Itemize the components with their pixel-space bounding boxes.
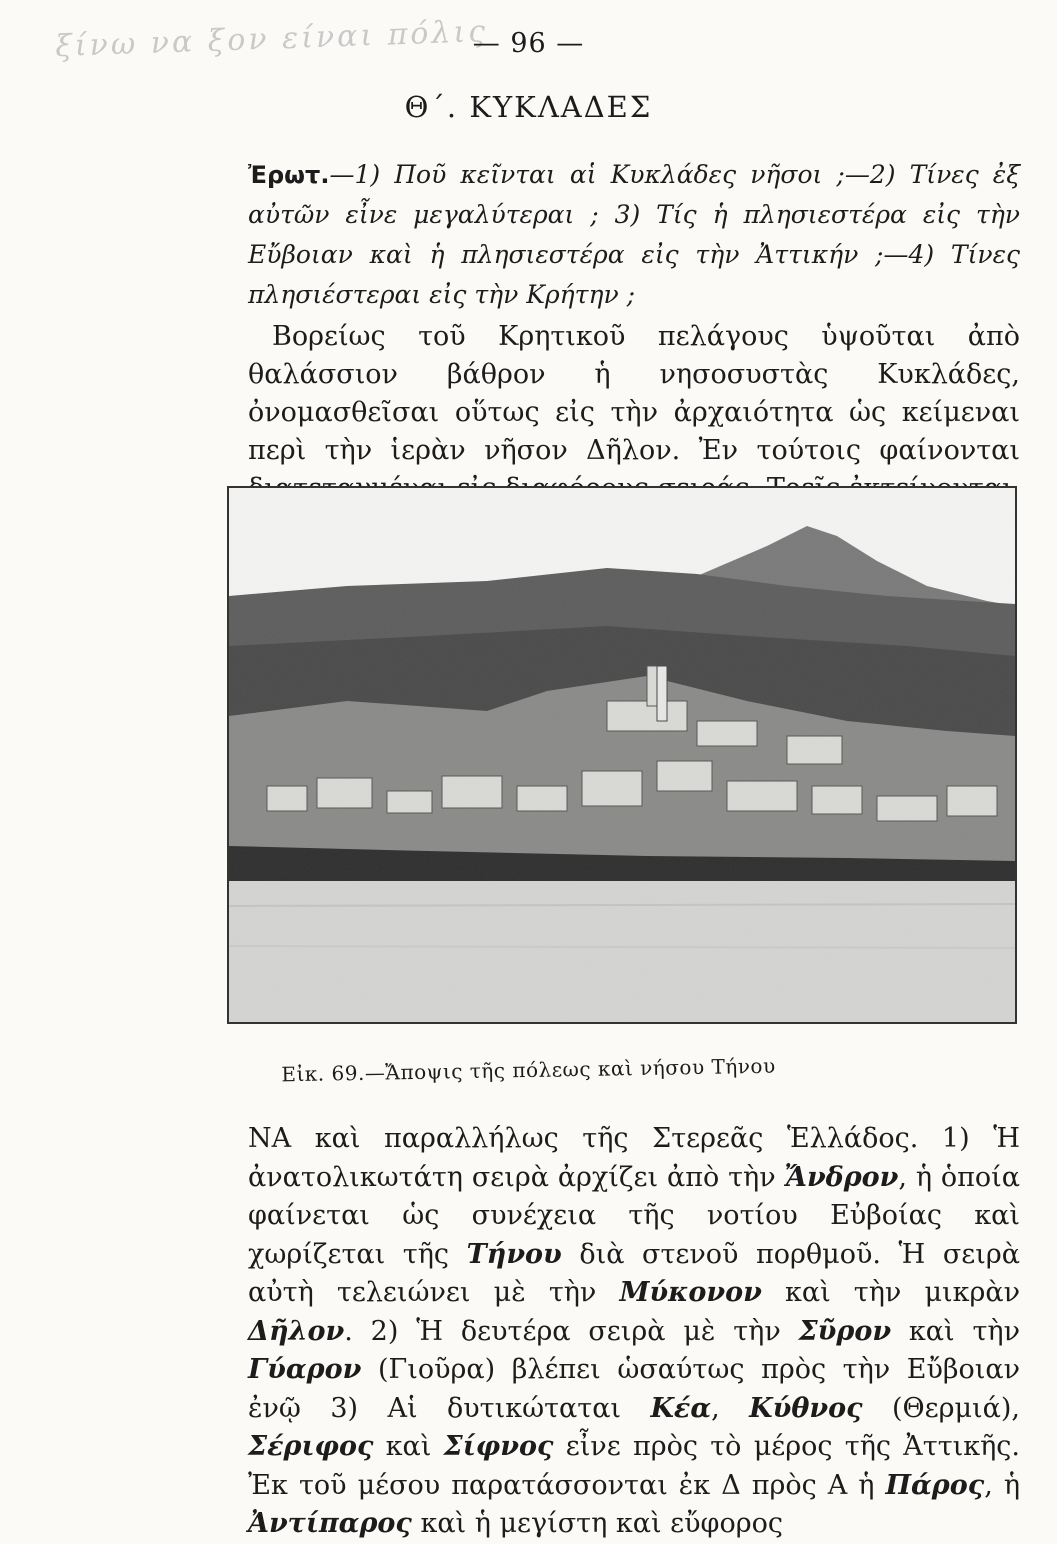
text-run: . 2) Ἡ δευτέρα σειρὰ μὲ τὴν [344,1315,799,1347]
page-number: — 96 — [472,28,585,59]
text-run: καὶ τὴν [891,1315,1020,1347]
text-run: , ἡ ὁποία φαίνεται ὡς συνέχεια τῆς νοτίου Εὐβοίας καὶ χωρίζεται τῆς [248,1161,1021,1270]
island-name: Σῦρον [798,1315,892,1347]
island-name: Ἄνδρον [784,1161,899,1193]
island-name: Τήνου [466,1238,562,1270]
text-run: ΝΑ καὶ παραλλήλως τῆς Στερεᾶς Ἑλλάδος. 1) Ἡ ἀνατολικωτάτη σειρὰ ἀρχίζει ἀπὸ τὴν [248,1123,1020,1193]
paragraph-island-groups [248,1120,1020,1544]
text-run: (Θερμιά), [862,1392,1020,1424]
text-run: καὶ ἡ μεγίστη καὶ εὔφορος [411,1508,783,1539]
text-run: καὶ τὴν μικρὰν [761,1277,1020,1308]
island-name: Κύθνος [749,1392,863,1424]
chapter-title: Θ΄. ΚΥΚΛΑΔΕΣ [404,90,653,124]
text-run: , ἡ [984,1469,1020,1501]
island-name: Σέριφος [248,1431,374,1462]
island-name: Γύαρον [248,1354,362,1385]
island-name: Σίφνος [443,1431,554,1462]
text-run: διὰ στενοῦ πορθμοῦ. Ἡ σειρὰ αὐτὴ τελειώνει μὲ τὴν [248,1238,1020,1308]
text-run: (Γιοῦρα) βλέπει ὡσαύτως πρὸς τὴν Εὔβοιαν ἐνῷ 3) Αἱ δυτικώταται [248,1354,1020,1424]
handwritten-note: ξίνω να ξον είναι πόλις [54,14,489,65]
island-name: Μύκονον [619,1277,762,1308]
text-run: καὶ [373,1431,444,1462]
island-name: Δῆλον [248,1315,345,1347]
questions-text: —1) Ποῦ κεῖνται αἱ Κυκλάδες νῆσοι ;—2) Τίνες ἐξ αὐτῶν εἶνε μεγαλύτεραι ; 3) Τίς ἡ πλησιεστέρα εἰς τὴν Εὔβοιαν καὶ ἡ πλησιεστέρα εἰς τὴν Ἀττικήν ;—4) Τίνες πλησιέστεραι εἰς τὴν Κρήτην ; [248,160,1020,309]
paragraph-intro: Βορείως τοῦ Κρητικοῦ πελάγους ὑψοῦται ἀπὸ θαλάσσιον βάθρον ἡ νησοσυστὰς Κυκλάδες, ὀνομασθεῖσαι οὕτως εἰς τὴν ἀρχαιότητα ὡς κείμεναι περὶ τὴν ἱερὰν νῆσον Δῆλον. Ἐν τούτοις φαίνονται [248,321,1020,466]
text-run: εἶνε πρὸς τὸ μέρος τῆς Ἀττικῆς. Ἐκ τοῦ μέσου παρατάσσονται ἐκ Δ πρὸς Α ἡ [248,1431,1020,1501]
photo-tinos-town [227,486,1017,1024]
review-questions [248,155,1020,315]
island-name: Κέα [650,1392,712,1424]
island-name: Πάρος [885,1469,985,1501]
questions-label: Ἐρωτ. [248,161,330,189]
island-name: Ἀντίπαρος [248,1508,412,1539]
text-run: , [711,1392,750,1424]
figure-caption: Εἰκ. 69.—Ἄποψις τῆς πόλεως καὶ νήσου Τήνου [281,1053,776,1087]
